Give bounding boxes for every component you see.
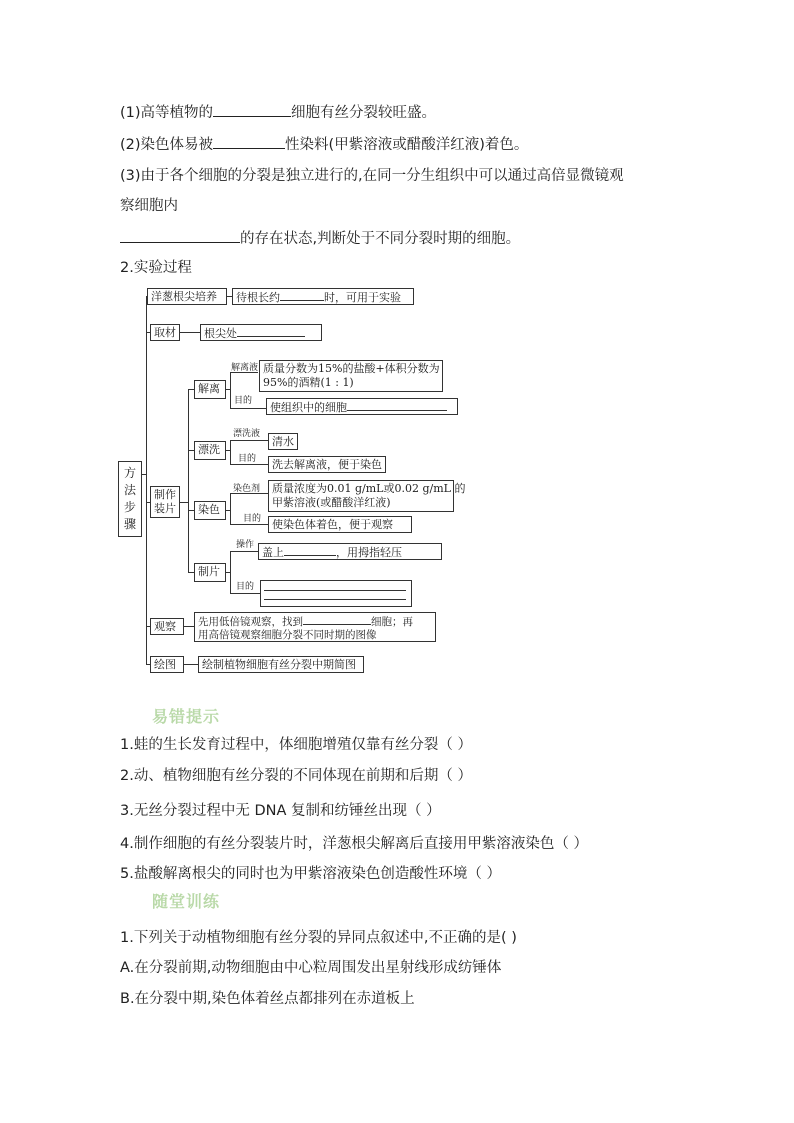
error-item: 2.动、植物细胞有丝分裂的不同体现在前期和后期（ ） (120, 768, 472, 784)
method-char: 法 (123, 483, 136, 497)
sampling-note-box (200, 324, 322, 341)
culture-box: 洋葱根尖培养 (147, 288, 227, 305)
rinse-purpose-box: 洗去解离液，便于染色 (268, 456, 386, 473)
error-item: 5.盐酸解离根尖的同时也为甲紫溶液染色创造酸性环境（ ） (120, 866, 501, 882)
intro-line-1 (120, 102, 436, 123)
flow-text: 95%的酒精(1 : 1) (263, 376, 354, 389)
flow-text: 细胞；再 (371, 616, 413, 628)
flow-text: 制作 (154, 488, 176, 501)
label-operation: 操作 (236, 540, 255, 550)
flow-text: 盖上 (262, 546, 284, 559)
error-item: 4.制作细胞的有丝分裂装片时，洋葱根尖解离后直接用甲紫溶液染色（ ） (120, 836, 588, 852)
intro-line-5 (120, 228, 520, 249)
answer-blank[interactable] (264, 591, 406, 600)
answer-blank[interactable] (120, 228, 240, 243)
connector-line (230, 372, 231, 408)
answer-blank[interactable] (280, 290, 324, 301)
connector-line (230, 551, 231, 593)
answer-blank[interactable] (284, 545, 336, 556)
make-slide-box (150, 486, 180, 518)
rinse-box: 漂洗 (194, 441, 226, 460)
sampling-box: 取材 (150, 324, 180, 341)
question-stem: 1.下列关于动植物细胞有丝分裂的异同点叙述中,不正确的是( ) (120, 930, 517, 946)
press-box: 制片 (194, 563, 226, 582)
connector-line (230, 493, 231, 524)
label-purpose: 目的 (238, 454, 257, 464)
method-steps-box (118, 461, 142, 537)
connector-line (142, 474, 147, 475)
connector-line (184, 626, 194, 627)
section-heading-process: 2.实验过程 (120, 260, 192, 276)
flow-text: 时，可用于实验 (324, 291, 401, 304)
label-purpose: 目的 (234, 396, 253, 406)
flow-text: 根尖处 (204, 327, 237, 340)
error-item: 1.蛙的生长发育过程中，体细胞增殖仅靠有丝分裂（ ） (120, 737, 472, 753)
method-char: 方 (123, 466, 136, 480)
answer-blank[interactable] (213, 102, 291, 117)
connector-line (188, 389, 189, 572)
connector-line (230, 593, 260, 594)
section-title-training: 随堂训练 (152, 892, 221, 911)
answer-blank[interactable] (303, 614, 371, 625)
intro-text: 性染料(甲紫溶液或醋酸洋红液)着色。 (285, 137, 529, 153)
press-operation-box (258, 543, 442, 560)
label-purpose: 目的 (236, 582, 255, 592)
flow-text: 质量分数为15%的盐酸+体积分数为 (263, 362, 440, 375)
label-purpose: 目的 (243, 514, 262, 524)
error-item: 3.无丝分裂过程中无 DNA 复制和纺锤丝出现（ ） (120, 803, 441, 819)
intro-text: (2)染色体易被 (120, 137, 214, 153)
connector-line (230, 551, 258, 552)
intro-line-3: (3)由于各个细胞的分裂是独立进行的,在同一分生组织中可以通过高倍显微镜观 (120, 168, 624, 184)
observe-box: 观察 (150, 618, 184, 635)
intro-text: (1)高等植物的 (120, 105, 214, 121)
flow-text: 装片 (154, 502, 176, 515)
answer-blank[interactable] (213, 134, 285, 149)
dissociation-reagent-box (259, 360, 443, 392)
flow-text: 用高倍镜观察细胞分裂不同时期的图像 (198, 629, 377, 641)
label-stain-reagent: 染色剂 (233, 484, 261, 494)
rinse-reagent-box: 清水 (268, 433, 298, 450)
draw-box: 绘图 (150, 656, 184, 673)
stain-reagent-box (268, 480, 466, 512)
connector-line (184, 664, 198, 665)
flow-text: 待根长约 (236, 291, 280, 304)
section-title-errors: 易错提示 (152, 707, 221, 726)
intro-line-4: 察细胞内 (120, 198, 178, 214)
draw-note-box: 绘制植物细胞有丝分裂中期简图 (198, 656, 364, 673)
press-purpose-box (260, 580, 412, 607)
connector-line (230, 408, 266, 409)
method-char: 步 (123, 500, 136, 514)
intro-text: 的存在状态,判断处于不同分裂时期的细胞。 (240, 231, 521, 247)
dissociation-box: 解离 (194, 380, 226, 399)
connector-line (230, 464, 268, 465)
connector-line (230, 440, 231, 464)
connector-line (180, 332, 200, 333)
connector-line (230, 524, 268, 525)
connector-line (146, 296, 147, 664)
flow-text: 甲紫溶液(或醋酸洋红液) (272, 496, 391, 509)
label-dissociation-reagent: 解离液 (231, 363, 259, 373)
stain-box: 染色 (194, 501, 226, 520)
connector-line (230, 440, 268, 441)
stain-purpose-box: 使染色体着色，便于观察 (268, 516, 412, 533)
intro-text: 细胞有丝分裂较旺盛。 (291, 105, 437, 121)
dissociation-purpose-box (266, 398, 458, 415)
flow-text: 先用低倍镜观察，找到 (198, 616, 303, 628)
connector-line (180, 502, 188, 503)
flow-text: ，用拇指轻压 (336, 546, 402, 559)
answer-blank[interactable] (347, 400, 447, 411)
label-rinse-reagent: 漂洗液 (233, 429, 261, 439)
intro-line-2 (120, 134, 528, 155)
method-char: 骤 (123, 517, 136, 531)
answer-blank[interactable] (264, 582, 406, 591)
option-a[interactable]: A.在分裂前期,动物细胞由中心粒周围发出星射线形成纺锤体 (120, 960, 502, 976)
flow-text: 质量浓度为0.01 g/mL或0.02 g/mL 的 (272, 482, 466, 495)
flow-text: 使组织中的细胞 (270, 401, 347, 414)
culture-note-box (232, 288, 414, 305)
observe-note-box (194, 612, 436, 642)
option-b[interactable]: B.在分裂中期,染色体着丝点都排列在赤道板上 (120, 991, 415, 1007)
answer-blank[interactable] (237, 326, 305, 337)
